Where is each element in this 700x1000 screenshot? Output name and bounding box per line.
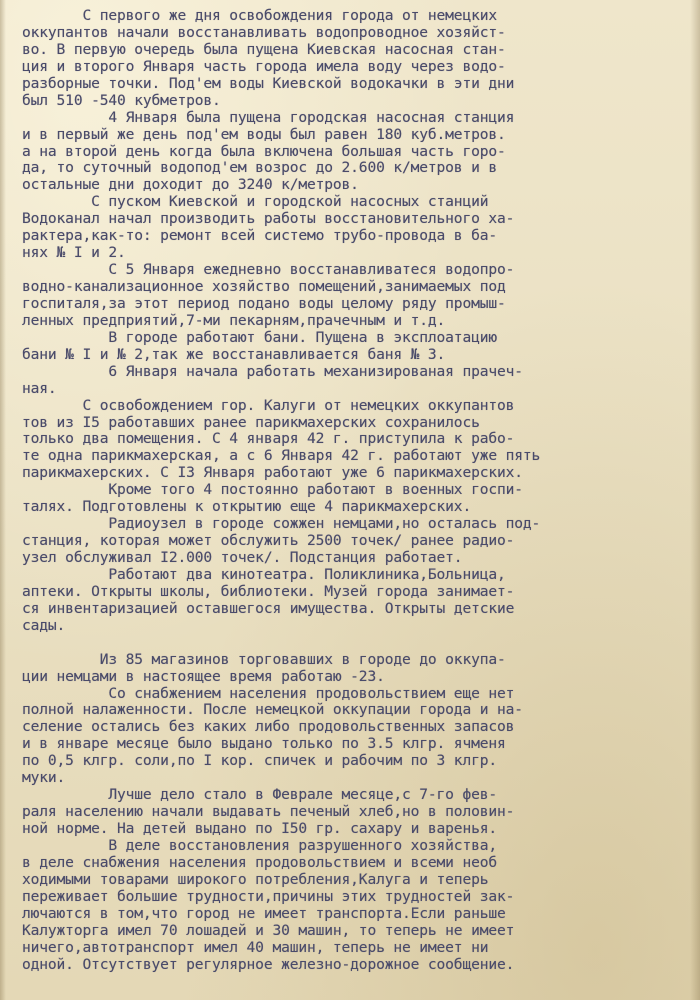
text-line: госпиталя,за этот период подано воды целому ряду промыш- (22, 294, 506, 312)
text-line: С 5 Января ежедневно восстанавливатеся водопро- (22, 261, 515, 279)
text-line: ся инвентаризацией оставшегося имущества. Открыты детские (22, 599, 515, 617)
text-line: Кроме того 4 постоянно работают в военных госпи- (22, 481, 523, 499)
text-line: нях № I и 2. (22, 244, 126, 262)
text-line: бани № I и № 2,так же восстанавливается баня № 3. (22, 345, 446, 363)
text-line: был 510 -540 кубметров. (22, 91, 221, 109)
text-line: селение остались без каких либо продовольственных запасов (22, 718, 515, 736)
text-line: ничего,автотранспорт имел 40 машин, теперь не имеет ни (22, 938, 489, 956)
text-line: аптеки. Открыты школы, библиотеки. Музей города занимает- (22, 582, 515, 600)
text-line: переживает большие трудности,причины этих трудностей зак- (22, 887, 515, 905)
text-line: 6 Января начала работать механизированая прачеч- (22, 362, 523, 380)
text-line: Со снабжением населения продовольствием еще нет (22, 684, 515, 702)
text-line: водно-канализационное хозяйство помещений,занимаемых под (22, 278, 506, 295)
text-line: ная. (22, 379, 57, 397)
text-line: те одна парикмахерская, а с 6 Января 42 г. работают уже пять (22, 447, 541, 465)
text-line: ной норме. На детей выдано по I50 гр. сахару и варенья. (22, 820, 497, 837)
text-line: рактера,как-то: ремонт всей системо трубо-провода в ба- (22, 227, 497, 245)
text-line: сады. (22, 616, 66, 634)
text-line: лючаются в том,что город не имеет транспорта.Если раньше (22, 904, 506, 922)
text-line: тов из I5 работавших ранее парикмахерских сохранилось (22, 413, 480, 431)
text-line: Калужторга имел 70 лошадей и 30 машин, то теперь не имеет (22, 921, 515, 939)
text-line: Работают два кинотеатра. Поликлиника,Больница, (22, 565, 506, 583)
text-line: В деле восстановления разрушенного хозяйства, (22, 836, 497, 854)
text-line: одной. Отсутствует регулярное железно-дорожное сообщение. (22, 955, 515, 973)
text-line: да, то суточный водопод'ем возрос до 2.600 к/метров и в (22, 159, 497, 177)
text-line: во. В первую очередь была пущена Киевская насосная стан- (22, 40, 506, 58)
text-line: талях. Подготовлены к открытию еще 4 парикмахерских. (22, 498, 472, 516)
text-line: ленных предприятий,7-ми пекарням,прачечным и т.д. (22, 311, 446, 329)
text-line: и в январе месяце было выдано только по 3.5 клгр. ячменя (22, 735, 506, 753)
text-line: ция и второго Января часть города имела воду через водо- (22, 57, 506, 75)
text-line: раля населению начали выдавать печеный хлеб,но в половин- (22, 803, 515, 821)
text-line: оккупантов начали восстанавливать водопроводное хозяйст- (22, 23, 506, 41)
text-line (22, 635, 690, 652)
text-line: по 0,5 клгр. соли,по I кор. спичек и рабочим по 3 клгр. (22, 752, 497, 770)
text-line: муки. (22, 769, 66, 787)
text-line: остальные дни доходит до 3240 к/метров. (22, 176, 359, 194)
text-line: С первого же дня освобождения города от немецких (22, 7, 497, 24)
text-line: полной налаженности. После немецкой оккупации города и на- (22, 701, 523, 719)
text-line: и в первый же день под'ем воды был равен 180 куб.метров. (22, 125, 506, 143)
text-line: Из 85 магазинов торговавших в городе до оккупа- (22, 650, 506, 668)
text-line: ции немцами в настоящее время работаю -23. (22, 667, 385, 685)
text-line: а на второй день когда была включена большая часть горо- (22, 142, 506, 160)
text-line: разборные точки. Под'ем воды Киевской водокачки в эти дни (22, 74, 515, 92)
text-line: С пуском Киевской и городской насосных станций (22, 193, 489, 211)
text-line: узел обслуживал I2.000 точек/. Подстанция работает. (22, 549, 463, 566)
text-line: В городе работают бани. Пущена в эксплоатацию (22, 328, 497, 346)
text-line: Радиоузел в городе сожжен немцами,но осталась под- (22, 515, 541, 533)
text-line: 4 Января была пущена городская насосная станция (22, 108, 515, 126)
text-line: только два помещения. С 4 января 42 г. приступила к рабо- (22, 430, 515, 448)
text-line: парикмахерских. С I3 Января работают уже 6 парикмахерских. (22, 464, 523, 482)
text-line: в деле снабжения населения продовольствием и всеми необ (22, 853, 497, 871)
text-line: Лучше дело стало в Феврале месяце,с 7-го фев- (22, 786, 497, 804)
text-line: ходимыми товарами широкого потребления,Калуга и теперь (22, 870, 489, 888)
text-line: станция, которая может обслужить 2500 точек/ ранее радио- (22, 532, 515, 550)
text-line: Водоканал начал производить работы восстановительного ха- (22, 210, 515, 228)
document-text (22, 8, 690, 973)
text-line: С освобождением гор. Калуги от немецких оккупантов (22, 396, 515, 414)
